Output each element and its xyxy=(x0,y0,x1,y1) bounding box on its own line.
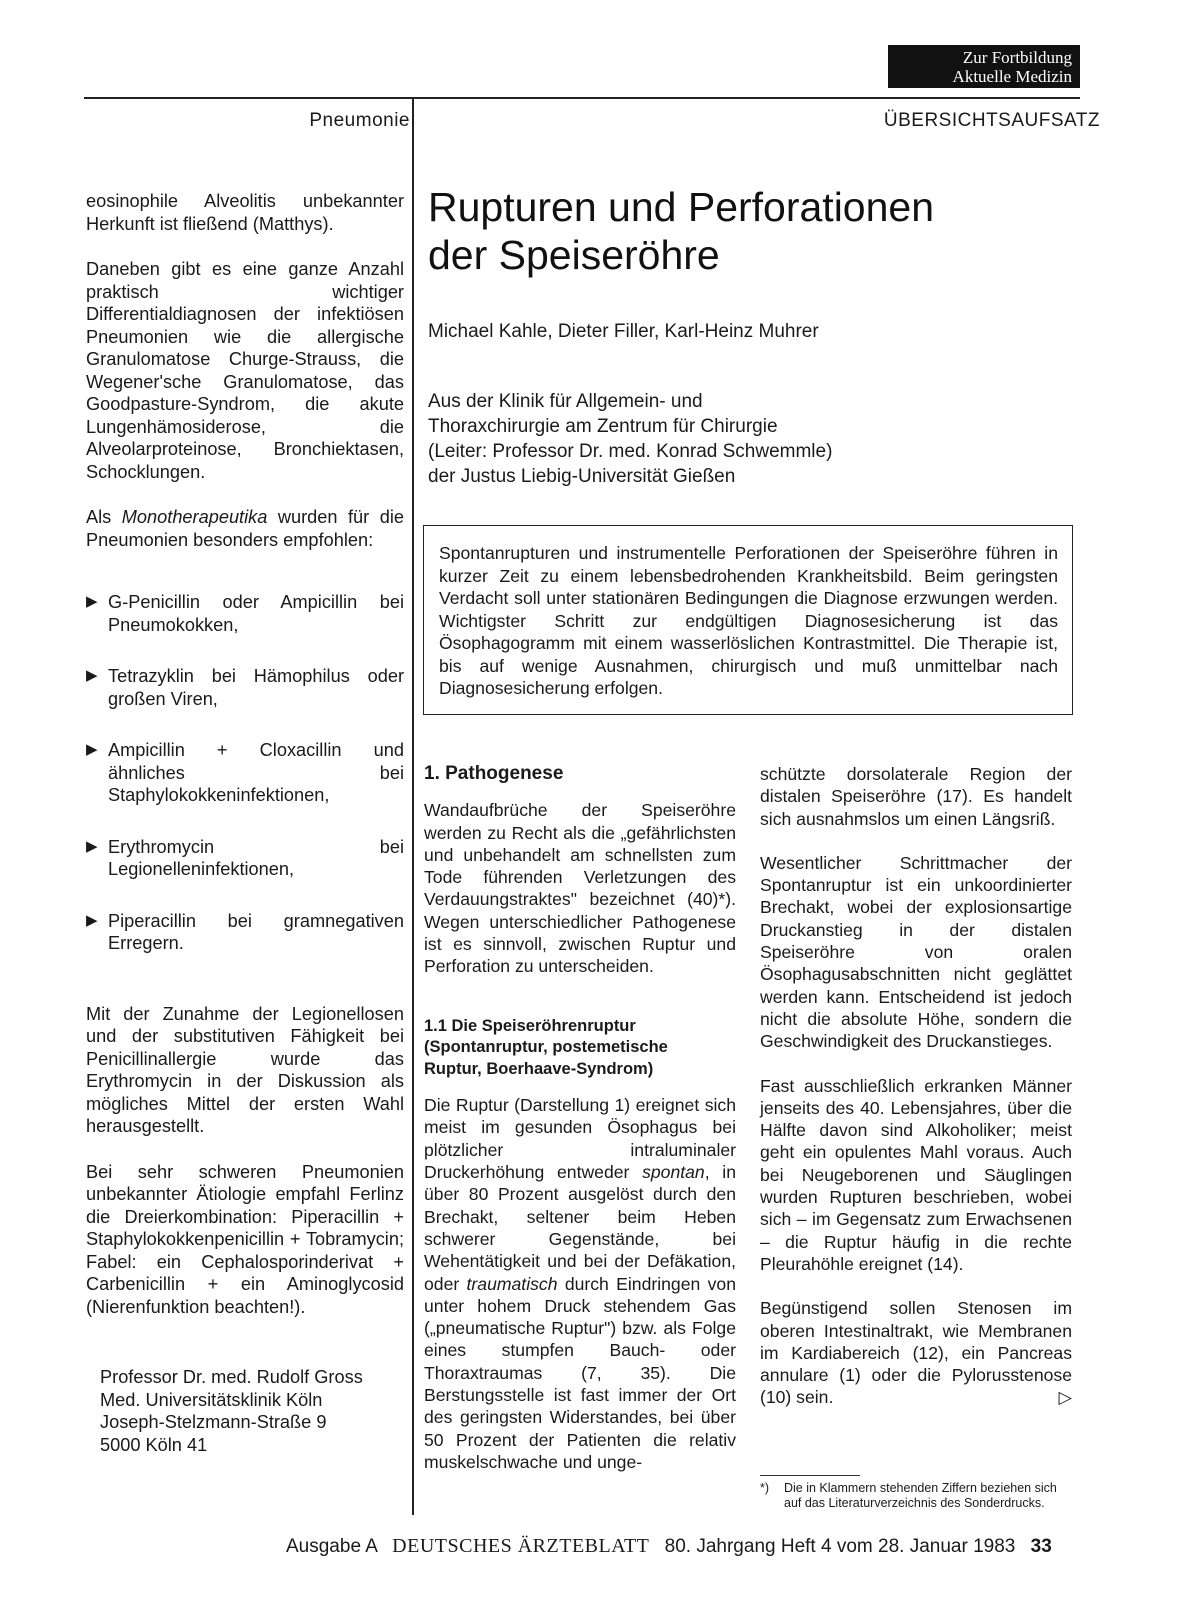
paragraph: Als Monotherapeutika wurden für die Pneumonien besonders empfohlen: xyxy=(86,507,404,550)
footer-issue: 80. Jahrgang Heft 4 vom 28. Januar 1983 xyxy=(664,1536,1016,1557)
section-heading: 1. Pathogenese xyxy=(424,763,564,784)
arrow-bullet-icon: ▶ xyxy=(86,667,98,684)
right-column xyxy=(760,763,1072,1409)
paragraph: Die Ruptur (Darstellung 1) ereignet sich meist im gesunden Ösophagus bei plötzlicher intraluminaler Druckerhöhung entweder spontan, in über 80 Prozent ausgelöst durch den Brechakt, seltener beim Heben schwerer Gegenstände, bei Wehentätigkeit und bei der Defäkation, oder traumatisch durch Eindringen von unter hohem Druck stehendem Gas („pneumatische Ruptur") bzw. als Folge eines stumpfen Bauch- oder Thoraxtraumas (7, 35). Die Berstungsstelle ist fast immer der Ort des geringsten Widerstandes, bei über 50 Prozent der Patienten die relativ muskelschwache und unge- xyxy=(424,1095,736,1472)
footer-masthead: DEUTSCHES ÄRZTEBLATT xyxy=(392,1535,650,1557)
paragraph: Wesentlicher Schrittmacher der Spontanruptur ist ein unkoordinierter Brechakt, wobei der explosionsartige Druckanstieg in der distalen Speiseröhre von oralen Ösophagusabschnitten nicht geglättet werden kann. Entscheidend ist jedoch nicht die absolute Höhe, sondern die Geschwindigkeit des Druckanstieges. xyxy=(760,852,1072,1052)
running-head-left: Pneumonie xyxy=(309,110,410,131)
bullet-item: ▶ G-Penicillin oder Ampicillin bei Pneumokokken, xyxy=(86,592,404,635)
page-footer xyxy=(286,1535,1052,1558)
bullet-item: ▶ Erythromycin bei Legionelleninfektionen, xyxy=(86,836,404,879)
bullet-item: ▶ Piperacillin bei gramnegativen Erregern. xyxy=(86,910,404,953)
arrow-bullet-icon: ▶ xyxy=(86,837,98,855)
paragraph: schützte dorsolaterale Region der distalen Speiseröhre (17). Es handelt sich ausnahmslos um einen Längsriß. xyxy=(760,764,1072,829)
bullet-item: ▶ Ampicillin + Cloxacillin und ähnliches bei Staphylokokkeninfektionen, xyxy=(86,740,404,805)
footnote xyxy=(760,1481,1072,1510)
emphasis: spontan xyxy=(642,1162,705,1183)
continue-arrow-icon: ▷ xyxy=(1058,1387,1072,1408)
middle-column xyxy=(424,763,736,1473)
abstract-text: Spontanrupturen und instrumentelle Perforationen der Speiseröhre führen in kurzer Zeit zu einem lebensbedrohenden Krankheitsbild. Beim geringsten Verdacht soll unter stationären Bedingungen die Diagnose erzwungen werden. Wichtigster Schritt zur endgültigen Diagnosesicherung ist das Ösophagogramm mit einem wasserlöslichen Kontrastmittel. Die Therapie ist, bis auf wenige Ausnahmen, chirurgisch und muß unmittelbar nach Diagnosesicherung erfolgen. xyxy=(439,543,1058,698)
section-tag xyxy=(888,45,1080,88)
article-authors: Michael Kahle, Dieter Filler, Karl-Heinz Muhrer xyxy=(428,321,819,342)
emphasis: traumatisch xyxy=(466,1273,558,1294)
paragraph: Fast ausschließlich erkranken Männer jenseits des 40. Lebensjahres, über die Hälfte davon sind Alkoholiker; meist geht ein opulentes Mahl voraus. Auch bei Neugeborenen und Säuglingen wurden Rupturen beschrieben, wobei sich – im Gegensatz zum Erwachsenen – die Ruptur häufig in die rechte Pleurahöhle ereignet (14). xyxy=(760,1075,1072,1274)
abstract-box xyxy=(423,525,1073,715)
running-head-right: ÜBERSICHTSAUFSATZ xyxy=(883,110,1100,131)
footnote-marker: *) xyxy=(760,1481,770,1495)
arrow-bullet-icon: ▶ xyxy=(86,593,98,610)
section-tag-line2: Aktuelle Medizin xyxy=(952,67,1072,86)
article-title: Rupturen und Perforationen der Speiseröhre xyxy=(428,184,935,278)
bullet-item: ▶ Tetrazyklin bei Hämophilus oder großen Viren, xyxy=(86,666,404,709)
paragraph: Begünstigend sollen Stenosen im oberen Intestinaltrakt, wie Membranen im Kardiabereich (12), ein Pancreas annulare (1) oder die Pylorusstenose (10) sein. ▷ xyxy=(760,1298,1072,1408)
paragraph: Daneben gibt es eine ganze Anzahl praktisch wichtiger Differentialdiagnosen der infektiösen Pneumonien wie die allergische Granulomatose Churge-Strauss, die Wegener'sche Granulomatose, das Goodpasture-Syndrom, die akute Lungenhämosiderose, die Alveolarproteinose, Bronchiektasen, Schocklungen. xyxy=(86,259,404,482)
arrow-bullet-icon: ▶ xyxy=(86,911,98,929)
header-rule xyxy=(84,97,1080,99)
paragraph: Bei sehr schweren Pneumonien unbekannter Ätiologie empfahl Ferlinz die Dreierkombination: Piperacillin + Staphylokokkenpenicillin + Tobramycin; Fabel: ein Cephalosporinderivat + Carbenicillin + ein Aminoglycosid (Nierenfunktion beachten!). xyxy=(86,1161,404,1317)
emphasis: Monotherapeutika xyxy=(121,507,268,527)
paragraph: eosinophile Alveolitis unbekannter Herkunft ist fließend (Matthys). xyxy=(86,191,404,234)
page-number: 33 xyxy=(1030,1536,1052,1557)
paragraph: Wandaufbrüche der Speiseröhre werden zu Recht als die „gefährlichsten und unbehandelt am schnellsten zum Tode führenden Verletzungen des Verdauungstraktes" bezeichnet (40)*). Wegen unterschiedlicher Pathogenese ist es sinnvoll, zwischen Ruptur und Perforation zu unterscheiden. xyxy=(424,800,736,977)
author-address: Professor Dr. med. Rudolf Gross Med. Universitätsklinik Köln Joseph-Stelzmann-Straße 9 5000 Köln 41 xyxy=(100,1367,363,1455)
footnote-rule xyxy=(760,1475,860,1476)
section-tag-line1: Zur Fortbildung xyxy=(962,48,1072,67)
left-column xyxy=(86,190,404,1456)
arrow-bullet-icon: ▶ xyxy=(86,741,98,758)
column-divider xyxy=(412,97,414,1515)
footer-edition: Ausgabe A xyxy=(286,1536,377,1557)
subsection-heading: 1.1 Die Speiseröhrenruptur (Spontanruptur, postemetische Ruptur, Boerhaave-Syndrom) xyxy=(424,1016,668,1078)
article-affiliation: Aus der Klinik für Allgemein- und Thoraxchirurgie am Zentrum für Chirurgie (Leiter: Professor Dr. med. Konrad Schwemmle) der Justus Liebig-Universität Gießen xyxy=(428,391,833,487)
paragraph: Mit der Zunahme der Legionellosen und der substitutiven Fähigkeit bei Penicillinallergie wurde das Erythromycin in der Diskussion als mögliches Mittel der ersten Wahl herausgestellt. xyxy=(86,1003,404,1136)
footnote-text: Die in Klammern stehenden Ziffern beziehen sich auf das Literaturverzeichnis des Sonderdrucks. xyxy=(784,1481,1057,1510)
